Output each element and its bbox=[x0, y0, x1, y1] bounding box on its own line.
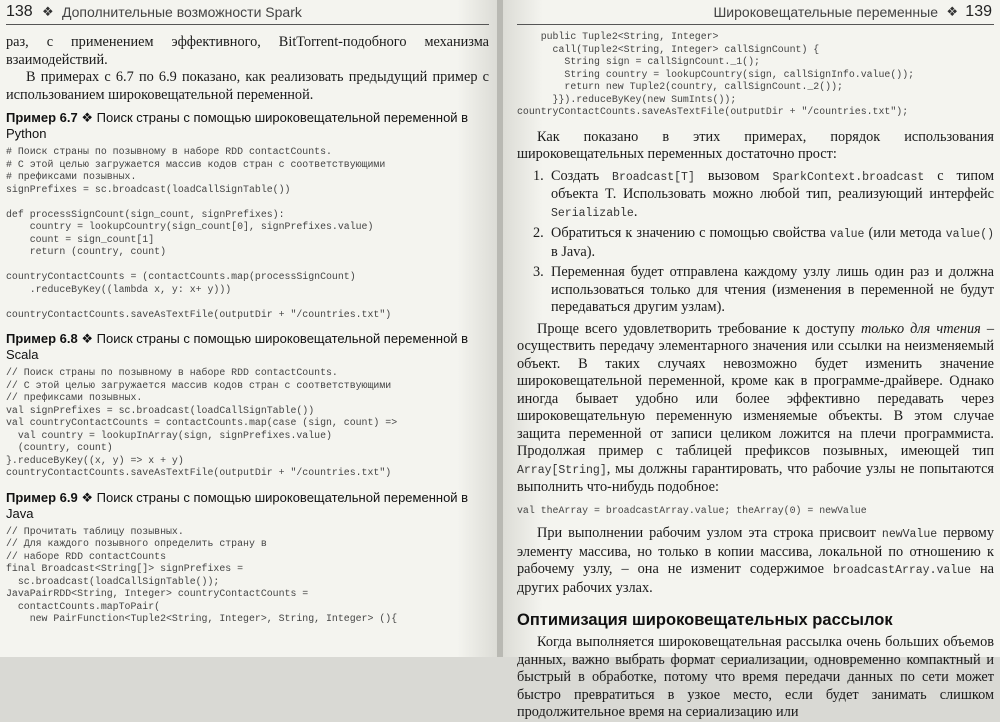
list-item: 1. Создать Broadcast[T] вызовом SparkContext.broadcast с типом объекта T. Использовать можно любой тип, реализующий интерфейс Serializable. bbox=[533, 167, 994, 220]
code-line-array: val theArray = broadcastArray.value; theArray(0) = newValue bbox=[517, 504, 867, 516]
paragraph-read-only: Проще всего удовлетворить требование к доступу только для чтения – осуществить передачу элементарного значения или ссылки на неизменяемый объект. В таких случаях невозможно будет изменить значение широковещательной переменной, кроме как в программе-драйвере. Однако иногда бывает удобно или более эффективно передавать через широковещательную переменную изменяемые объекты. В этом случае защита переменной от записи целиком ложится на плечи программиста. Продолжая пример с таблицей префиксов позывных, имеющей тип Array[String], мы должны гарантировать, что рабочие узлы не попытаются выполнить что-нибудь подобное: bbox=[517, 320, 994, 495]
diamond-icon: ❖ bbox=[81, 110, 94, 125]
left-page bbox=[0, 0, 497, 657]
code-block-scala: // Поиск страны по позывному в наборе RDD contactCounts. // С этой целью загружается массив кодов стран с соответствующими // префиксами позывных. val signPrefixes = sc.broadcast(loadCallSignTable()) val countryContactCounts = contactCounts.map(case (sign, count) => val country = lookupInArray(sign, signPrefixes.value) (country, count) }.reduceByKey((x, y) => x + y) countryContactCounts.saveAsTextFile(outputDir + "/countries.txt") bbox=[6, 367, 398, 478]
example-label: Пример 6.8 bbox=[6, 331, 78, 346]
code-block-python: # Поиск страны по позывному в наборе RDD contactCounts. # С этой целью загружается массив кодов стран с соответствующими # префиксами позывных. signPrefixes = sc.broadcast(loadCallSignTable()) def processSignCount(sign_count, signPrefixes): country = lookupCountry(sign_count[0], signPrefixes.value) count = sign_count[1] return (country, count) countryContactCounts = (contactCounts.map(processSignCount) .reduceByKey((lambda x, y: x+ y))) countryContactCounts.saveAsTextFile(outputDir + "/countries.txt") bbox=[6, 146, 392, 320]
code-block-java: // Прочитать таблицу позывных. // Для каждого позывного определить страну в // наборе RDD contactCounts final Broadcast<String[]> signPrefixes = sc.broadcast(loadCallSignTable()); JavaPairRDD<String, Integer> countryContactCounts = contactCounts.mapToPair( new PairFunction<Tuple2<String, Integer>, String, Integer> (){ bbox=[6, 525, 398, 624]
example-6-7-heading bbox=[6, 110, 489, 142]
example-title: Поиск страны с помощью широковещательной переменной в Python bbox=[6, 110, 469, 141]
left-page-number: 138 bbox=[6, 3, 33, 20]
emphasis-read-only: только для чтения bbox=[860, 320, 981, 337]
left-page-header bbox=[6, 0, 489, 25]
code-block-java-continued: public Tuple2<String, Integer> call(Tuple2<String, Integer> callSignCount) { String sign = callSignCount._1(); String country = lookupCountry(sign, callSignInfo.value()); return new Tuple2(country, callSignCount._2()); }}).reduceByKey(new SumInts()); countryContactCounts.saveAsTextFile(outputDir + "/countries.txt"); bbox=[517, 31, 915, 117]
list-item: 2. Обратиться к значению с помощью свойства value (или метода value() в Java). bbox=[533, 225, 994, 260]
diamond-icon: ❖ bbox=[81, 489, 94, 505]
right-header-title: Широковещательные переменные bbox=[713, 4, 938, 20]
example-label: Пример 6.9 bbox=[6, 489, 78, 505]
diamond-icon: ❖ bbox=[946, 4, 958, 19]
left-header-title: Дополнительные возможности Spark bbox=[62, 4, 302, 20]
right-page bbox=[503, 0, 1000, 720]
example-label: Пример 6.7 bbox=[6, 110, 78, 125]
diamond-icon: ❖ bbox=[81, 331, 94, 346]
intro-text: раз, с применением эффективного, BitTorrent-подобного механизма взаимодействий. bbox=[6, 34, 489, 68]
right-page-header bbox=[517, 0, 994, 25]
paragraph-examples-intro: В примерах с 6.7 по 6.9 показано, как реализовать предыдущий пример с использованием широковещательной переменной. bbox=[6, 69, 489, 103]
list-item: 3. Переменная будет отправлена каждому узлу лишь один раз и должна использоваться только для чтения (изменения в переменной не будут передаваться другим узлам). bbox=[533, 264, 994, 315]
diamond-icon: ❖ bbox=[42, 4, 54, 19]
right-page-number: 139 bbox=[965, 3, 992, 20]
example-title: Поиск страны с помощью широковещательной переменной в Java bbox=[6, 489, 469, 521]
example-6-8-heading bbox=[6, 331, 489, 363]
paragraph-newvalue: При выполнении рабочим узлом эта строка присвоит newValue первому элементу массива, но только в копии массива, локальной по отношению к рабочему узлу, – она не изменит содержимое broadcastArray.value на других рабочих узлах. bbox=[517, 525, 994, 596]
section-title: Оптимизация широковещательных рассылок bbox=[517, 611, 893, 629]
paragraph-optimization: Когда выполняется широковещательная рассылка очень больших объемов данных, важно выбрать формат сериализации, одновременно компактный и быстрый в обработке, потому что время передачи данных по сети может быстро превратиться в узкое место, если будет занимать слишком продолжительное время на сериализацию или bbox=[517, 634, 994, 720]
example-6-9-heading bbox=[6, 490, 489, 522]
example-title: Поиск страны с помощью широковещательной переменной в Scala bbox=[6, 331, 469, 362]
paragraph-usage: Как показано в этих примерах, порядок использования широковещательных переменных достаточно прост: bbox=[517, 128, 994, 162]
usage-steps-list bbox=[517, 168, 994, 317]
